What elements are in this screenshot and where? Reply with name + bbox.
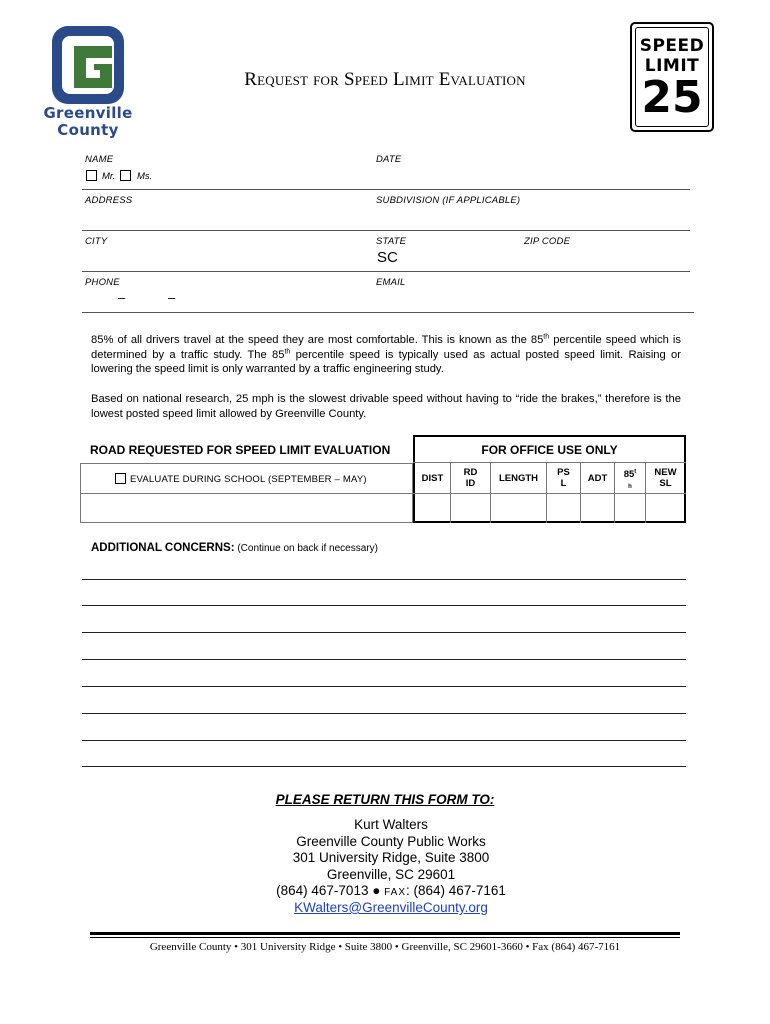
col-new-line1: NEW bbox=[654, 467, 677, 478]
subdivision-field[interactable] bbox=[374, 207, 690, 229]
state-value[interactable]: SC bbox=[377, 249, 398, 266]
col-85-sup: t bbox=[634, 469, 637, 475]
city-field[interactable] bbox=[82, 248, 372, 270]
phone-field[interactable] bbox=[82, 289, 372, 311]
para1-sup1: th bbox=[543, 333, 550, 341]
logo-text-line1: Greenville bbox=[43, 104, 133, 122]
footer-rule-thin bbox=[90, 937, 680, 938]
para1-sup2: th bbox=[284, 347, 291, 355]
col-85-line1: 85 bbox=[623, 469, 635, 481]
mr-label: Mr. bbox=[102, 171, 116, 182]
concerns-subtext: (Continue on back if necessary) bbox=[234, 543, 378, 554]
fax-label: FAX bbox=[384, 887, 407, 898]
phone-dash-1: – bbox=[118, 290, 126, 305]
phone-label: PHONE bbox=[85, 277, 120, 288]
concerns-line-4[interactable] bbox=[82, 659, 686, 660]
evaluate-school-checkbox[interactable] bbox=[115, 473, 126, 484]
office-use-header: FOR OFFICE USE ONLY bbox=[481, 443, 618, 457]
return-organization: Greenville County Public Works bbox=[296, 834, 486, 849]
col-length: LENGTH bbox=[498, 473, 539, 484]
sign-number: 25 bbox=[641, 72, 703, 123]
road-row-divider bbox=[80, 493, 413, 494]
concerns-line-6[interactable] bbox=[82, 713, 686, 714]
return-email-row bbox=[0, 900, 770, 917]
return-contact-name: Kurt Walters bbox=[354, 817, 428, 832]
percentile-paragraph bbox=[91, 333, 681, 377]
concerns-line-2[interactable] bbox=[82, 605, 686, 606]
concerns-line-5[interactable] bbox=[82, 686, 686, 687]
logo-text-line2: County bbox=[57, 121, 119, 139]
evaluate-school-label: EVALUATE DURING SCHOOL (SEPTEMBER – MAY) bbox=[130, 474, 367, 485]
col-psl-line1: PS bbox=[557, 467, 570, 478]
road-name-field[interactable] bbox=[82, 495, 411, 521]
address-row-divider bbox=[82, 230, 690, 231]
footer-address: Greenville County • 301 University Ridge • Suite 3800 • Greenville, SC 29601-3660 • Fax (864) 467-7161 bbox=[149, 941, 621, 953]
col-psl bbox=[547, 467, 580, 489]
col-rd-line1: RD bbox=[463, 467, 478, 478]
col-rd-line2: ID bbox=[465, 478, 476, 489]
state-label: STATE bbox=[376, 236, 407, 247]
phone-dash-2: – bbox=[168, 290, 176, 305]
col-adt: ADT bbox=[587, 473, 608, 484]
concerns-line-1[interactable] bbox=[82, 579, 686, 580]
concerns-line-3[interactable] bbox=[82, 632, 686, 633]
subdivision-label: SUBDIVISION (IF APPLICABLE) bbox=[376, 195, 521, 206]
concerns-heading: ADDITIONAL CONCERNS: bbox=[91, 542, 235, 554]
col-new-sl bbox=[646, 467, 685, 489]
email-label: EMAIL bbox=[376, 277, 406, 288]
address-label: ADDRESS bbox=[85, 195, 133, 206]
phone-row-divider bbox=[82, 312, 694, 313]
name-row-divider bbox=[82, 189, 690, 190]
separator-bullet: ● bbox=[368, 883, 385, 898]
return-phone-fax bbox=[0, 883, 770, 902]
road-requested-header: ROAD REQUESTED FOR SPEED LIMIT EVALUATION bbox=[90, 443, 391, 457]
return-email-link[interactable]: KWalters@GreenvilleCounty.org bbox=[294, 900, 488, 915]
name-label: NAME bbox=[85, 154, 114, 165]
footer-rule-thick bbox=[90, 932, 680, 935]
sign-text-limit: LIMIT bbox=[644, 56, 700, 76]
sign-text-speed: SPEED bbox=[639, 36, 705, 56]
ms-label: Ms. bbox=[137, 171, 153, 182]
additional-concerns-label bbox=[91, 542, 378, 554]
city-label: CITY bbox=[85, 236, 108, 247]
speed-limit-sign bbox=[630, 22, 714, 132]
zip-label: ZIP CODE bbox=[524, 236, 571, 247]
zip-field[interactable] bbox=[522, 248, 690, 270]
return-phone: (864) 467-7013 bbox=[276, 883, 369, 898]
para1-part1: 85% of all drivers travel at the speed they are most comfortable. This is known as the 85 bbox=[91, 334, 544, 346]
concerns-line-7[interactable] bbox=[82, 740, 686, 741]
para1-part3: percentile speed is typically used as actual posted speed limit. Raising or lowering the speed limit is only warranted by a traffic engineering study. bbox=[91, 348, 681, 376]
col-dist: DIST bbox=[421, 473, 444, 484]
name-field[interactable] bbox=[82, 161, 372, 187]
address-field[interactable] bbox=[82, 207, 372, 229]
return-fax: : (864) 467-7161 bbox=[406, 883, 506, 898]
date-label: DATE bbox=[376, 154, 402, 165]
date-field[interactable] bbox=[374, 166, 690, 188]
return-city: Greenville, SC 29601 bbox=[326, 867, 456, 882]
col-rd-id bbox=[451, 467, 490, 489]
return-form-heading: PLEASE RETURN THIS FORM TO: bbox=[275, 792, 495, 807]
col-new-line2: SL bbox=[659, 478, 672, 489]
national-research-paragraph: Based on national research, 25 mph is the slowest drivable speed without having to “ride the brakes,” therefore is the lowest posted speed limit allowed by Greenville County. bbox=[91, 393, 681, 420]
para1-part2: percentile speed which is determined by a traffic study. The 85 bbox=[91, 334, 682, 361]
city-row-divider bbox=[82, 271, 690, 272]
concerns-line-8[interactable] bbox=[82, 766, 686, 767]
office-col-sep-4 bbox=[580, 462, 581, 523]
page-title: Request for Speed Limit Evaluation bbox=[244, 69, 526, 90]
office-col-sep-2 bbox=[490, 462, 491, 523]
email-field[interactable] bbox=[374, 289, 690, 311]
col-85-line2: h bbox=[628, 484, 632, 491]
return-street: 301 University Ridge, Suite 3800 bbox=[292, 850, 490, 865]
col-psl-line2: L bbox=[560, 478, 567, 489]
col-85th bbox=[615, 467, 645, 493]
